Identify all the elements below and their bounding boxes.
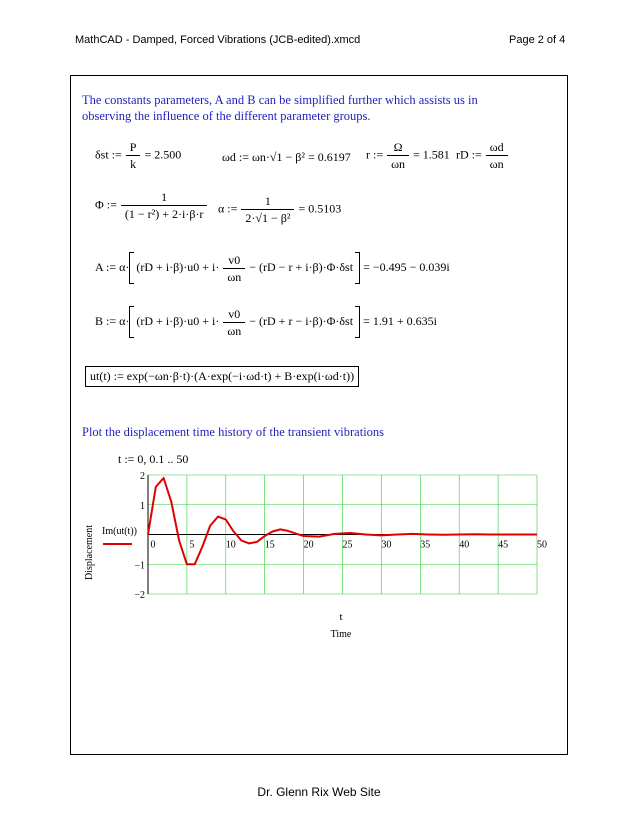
x-tick-label: 15	[264, 539, 275, 551]
eq-A: A := α· (rD + i·β)·u0 + i· $\frac{v0}{\omega n}$ − (rD − r + i·β)·Φ·δst = −0.495 − 0.039i	[95, 252, 450, 284]
x-tick-label: 25	[342, 539, 353, 551]
x-tick-label: 50	[537, 539, 547, 551]
x-tick-label: 30	[381, 539, 392, 551]
x-tick-label: 10	[225, 539, 236, 551]
eq-rD: rD := $\frac{\omega d}{\omega n}$	[456, 140, 509, 171]
x-axis-var: t	[339, 611, 343, 623]
plot-heading: Plot the displacement time history of the transient vibrations	[82, 425, 385, 439]
x-tick-label: 35	[420, 539, 431, 551]
eq-phi: Φ := $\frac{1}{\text{(1 − r²) + 2·i·β·r}}$	[95, 190, 208, 221]
intro-text: The constants parameters, A and B can be simplified further which assists us in observing the influence of the different parameter groups.	[82, 93, 478, 123]
page-number: Page 2 of 4	[509, 34, 566, 46]
y-tick-label: −1	[134, 560, 145, 572]
chart-ticks	[134, 471, 547, 601]
x-tick-label: 5	[189, 539, 195, 551]
eq-omega-d: ωd := ωn·√1 − β² = 0.6197	[222, 150, 351, 164]
x-tick-label: 40	[459, 539, 470, 551]
ut-definition: ut(t) := exp(−ωn·β·t)·(A·exp(−i·ωd·t) + B·exp(i·ωd·t))	[85, 366, 359, 387]
eq-delta-st: δst := $\frac{P}{k}$ = 2.500	[95, 140, 182, 171]
y-tick-label: −2	[134, 590, 145, 601]
range-definition: t := 0, 0.1 .. 50	[118, 452, 189, 466]
y-axis-label: Displacement	[84, 525, 95, 580]
y-tick-label: 1	[140, 500, 145, 512]
y-tick-label: 2	[140, 471, 145, 482]
legend-label: Im(ut(t))	[102, 526, 137, 537]
x-tick-label: 20	[303, 539, 314, 551]
x-tick-label: 0	[150, 539, 156, 551]
header-title: MathCAD - Damped, Forced Vibrations (JCB-edited).xmcd	[75, 34, 361, 46]
eq-alpha: α := $\frac{1}{\text{2·√1 − β²}}$ = 0.5103	[218, 194, 342, 225]
eq-B: B := α· (rD + i·β)·u0 + i· $\frac{v0}{\omega n}$ − (rD + r − i·β)·Φ·δst = 1.91 + 0.635i	[95, 306, 437, 338]
x-tick-label: 45	[498, 539, 509, 551]
x-axis-label: Time	[330, 629, 352, 640]
footer-text: Dr. Glenn Rix Web Site	[257, 785, 381, 799]
eq-r: r := $\frac{\Omega}{\omega n}$ = 1.581	[366, 140, 450, 171]
